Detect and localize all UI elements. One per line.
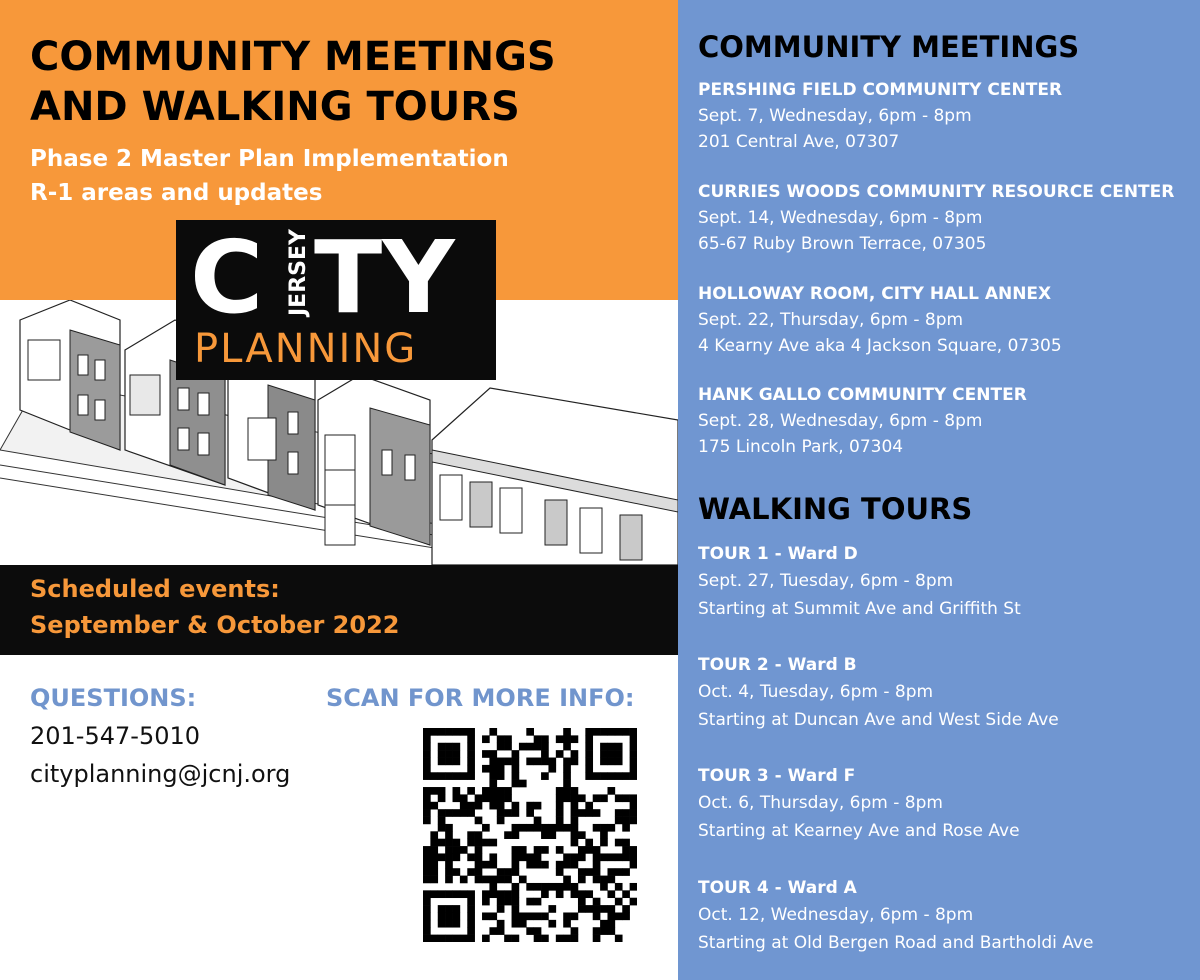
title-line-2: AND WALKING TOURS — [30, 84, 520, 130]
tour-1-when: Sept. 27, Tuesday, 6pm - 8pm — [698, 571, 954, 591]
qr-code[interactable] — [423, 728, 637, 942]
schedule-line-1: Scheduled events: — [30, 575, 280, 603]
meeting-1-where: 201 Central Ave, 07307 — [698, 132, 900, 152]
tour-4-where: Starting at Old Bergen Road and Bartholdi Ave — [698, 933, 1094, 953]
subtitle-line-1: Phase 2 Master Plan Implementation — [30, 146, 509, 172]
tour-3-when: Oct. 6, Thursday, 6pm - 8pm — [698, 793, 943, 813]
meeting-3-where: 4 Kearny Ave aka 4 Jackson Square, 07305 — [698, 336, 1062, 356]
schedule-line-2: September & October 2022 — [30, 611, 400, 639]
meeting-2-name: CURRIES WOODS COMMUNITY RESOURCE CENTER — [698, 182, 1175, 202]
questions-label: QUESTIONS: — [30, 684, 197, 712]
tour-2-name: TOUR 2 - Ward B — [698, 655, 857, 675]
meeting-1-name: PERSHING FIELD COMMUNITY CENTER — [698, 80, 1063, 100]
logo-planning-text: PLANNING — [194, 326, 418, 372]
logo-letter-c: C — [190, 219, 264, 336]
tour-2-when: Oct. 4, Tuesday, 6pm - 8pm — [698, 682, 934, 702]
meeting-4-when: Sept. 28, Wednesday, 6pm - 8pm — [698, 411, 983, 431]
tour-1-name: TOUR 1 - Ward D — [698, 544, 858, 564]
logo-jersey-text: JERSEY — [286, 229, 311, 316]
logo-letters-ty: TY — [314, 219, 455, 336]
meetings-heading: COMMUNITY MEETINGS — [698, 30, 1080, 64]
title-line-1: COMMUNITY MEETINGS — [30, 34, 556, 80]
tour-2-where: Starting at Duncan Ave and West Side Ave — [698, 710, 1059, 730]
tour-3-where: Starting at Kearney Ave and Rose Ave — [698, 821, 1020, 841]
tour-3-name: TOUR 3 - Ward F — [698, 766, 856, 786]
phone-number[interactable]: 201-547-5010 — [30, 722, 201, 750]
meeting-4-where: 175 Lincoln Park, 07304 — [698, 437, 904, 457]
tours-heading: WALKING TOURS — [698, 492, 973, 526]
jersey-city-planning-logo — [176, 220, 496, 380]
meeting-3-when: Sept. 22, Thursday, 6pm - 8pm — [698, 310, 964, 330]
meeting-2-when: Sept. 14, Wednesday, 6pm - 8pm — [698, 208, 983, 228]
tour-4-when: Oct. 12, Wednesday, 6pm - 8pm — [698, 905, 974, 925]
qr-code-graphic — [423, 728, 637, 942]
meeting-3-name: HOLLOWAY ROOM, CITY HALL ANNEX — [698, 284, 1052, 304]
scan-label: SCAN FOR MORE INFO: — [326, 684, 635, 712]
meeting-2-where: 65-67 Ruby Brown Terrace, 07305 — [698, 234, 987, 254]
email-address[interactable]: cityplanning@jcnj.org — [30, 760, 291, 788]
tour-1-where: Starting at Summit Ave and Griffith St — [698, 599, 1021, 619]
meeting-4-name: HANK GALLO COMMUNITY CENTER — [698, 385, 1027, 405]
tour-4-name: TOUR 4 - Ward A — [698, 878, 857, 898]
subtitle-line-2: R-1 areas and updates — [30, 180, 323, 206]
meeting-1-when: Sept. 7, Wednesday, 6pm - 8pm — [698, 106, 972, 126]
